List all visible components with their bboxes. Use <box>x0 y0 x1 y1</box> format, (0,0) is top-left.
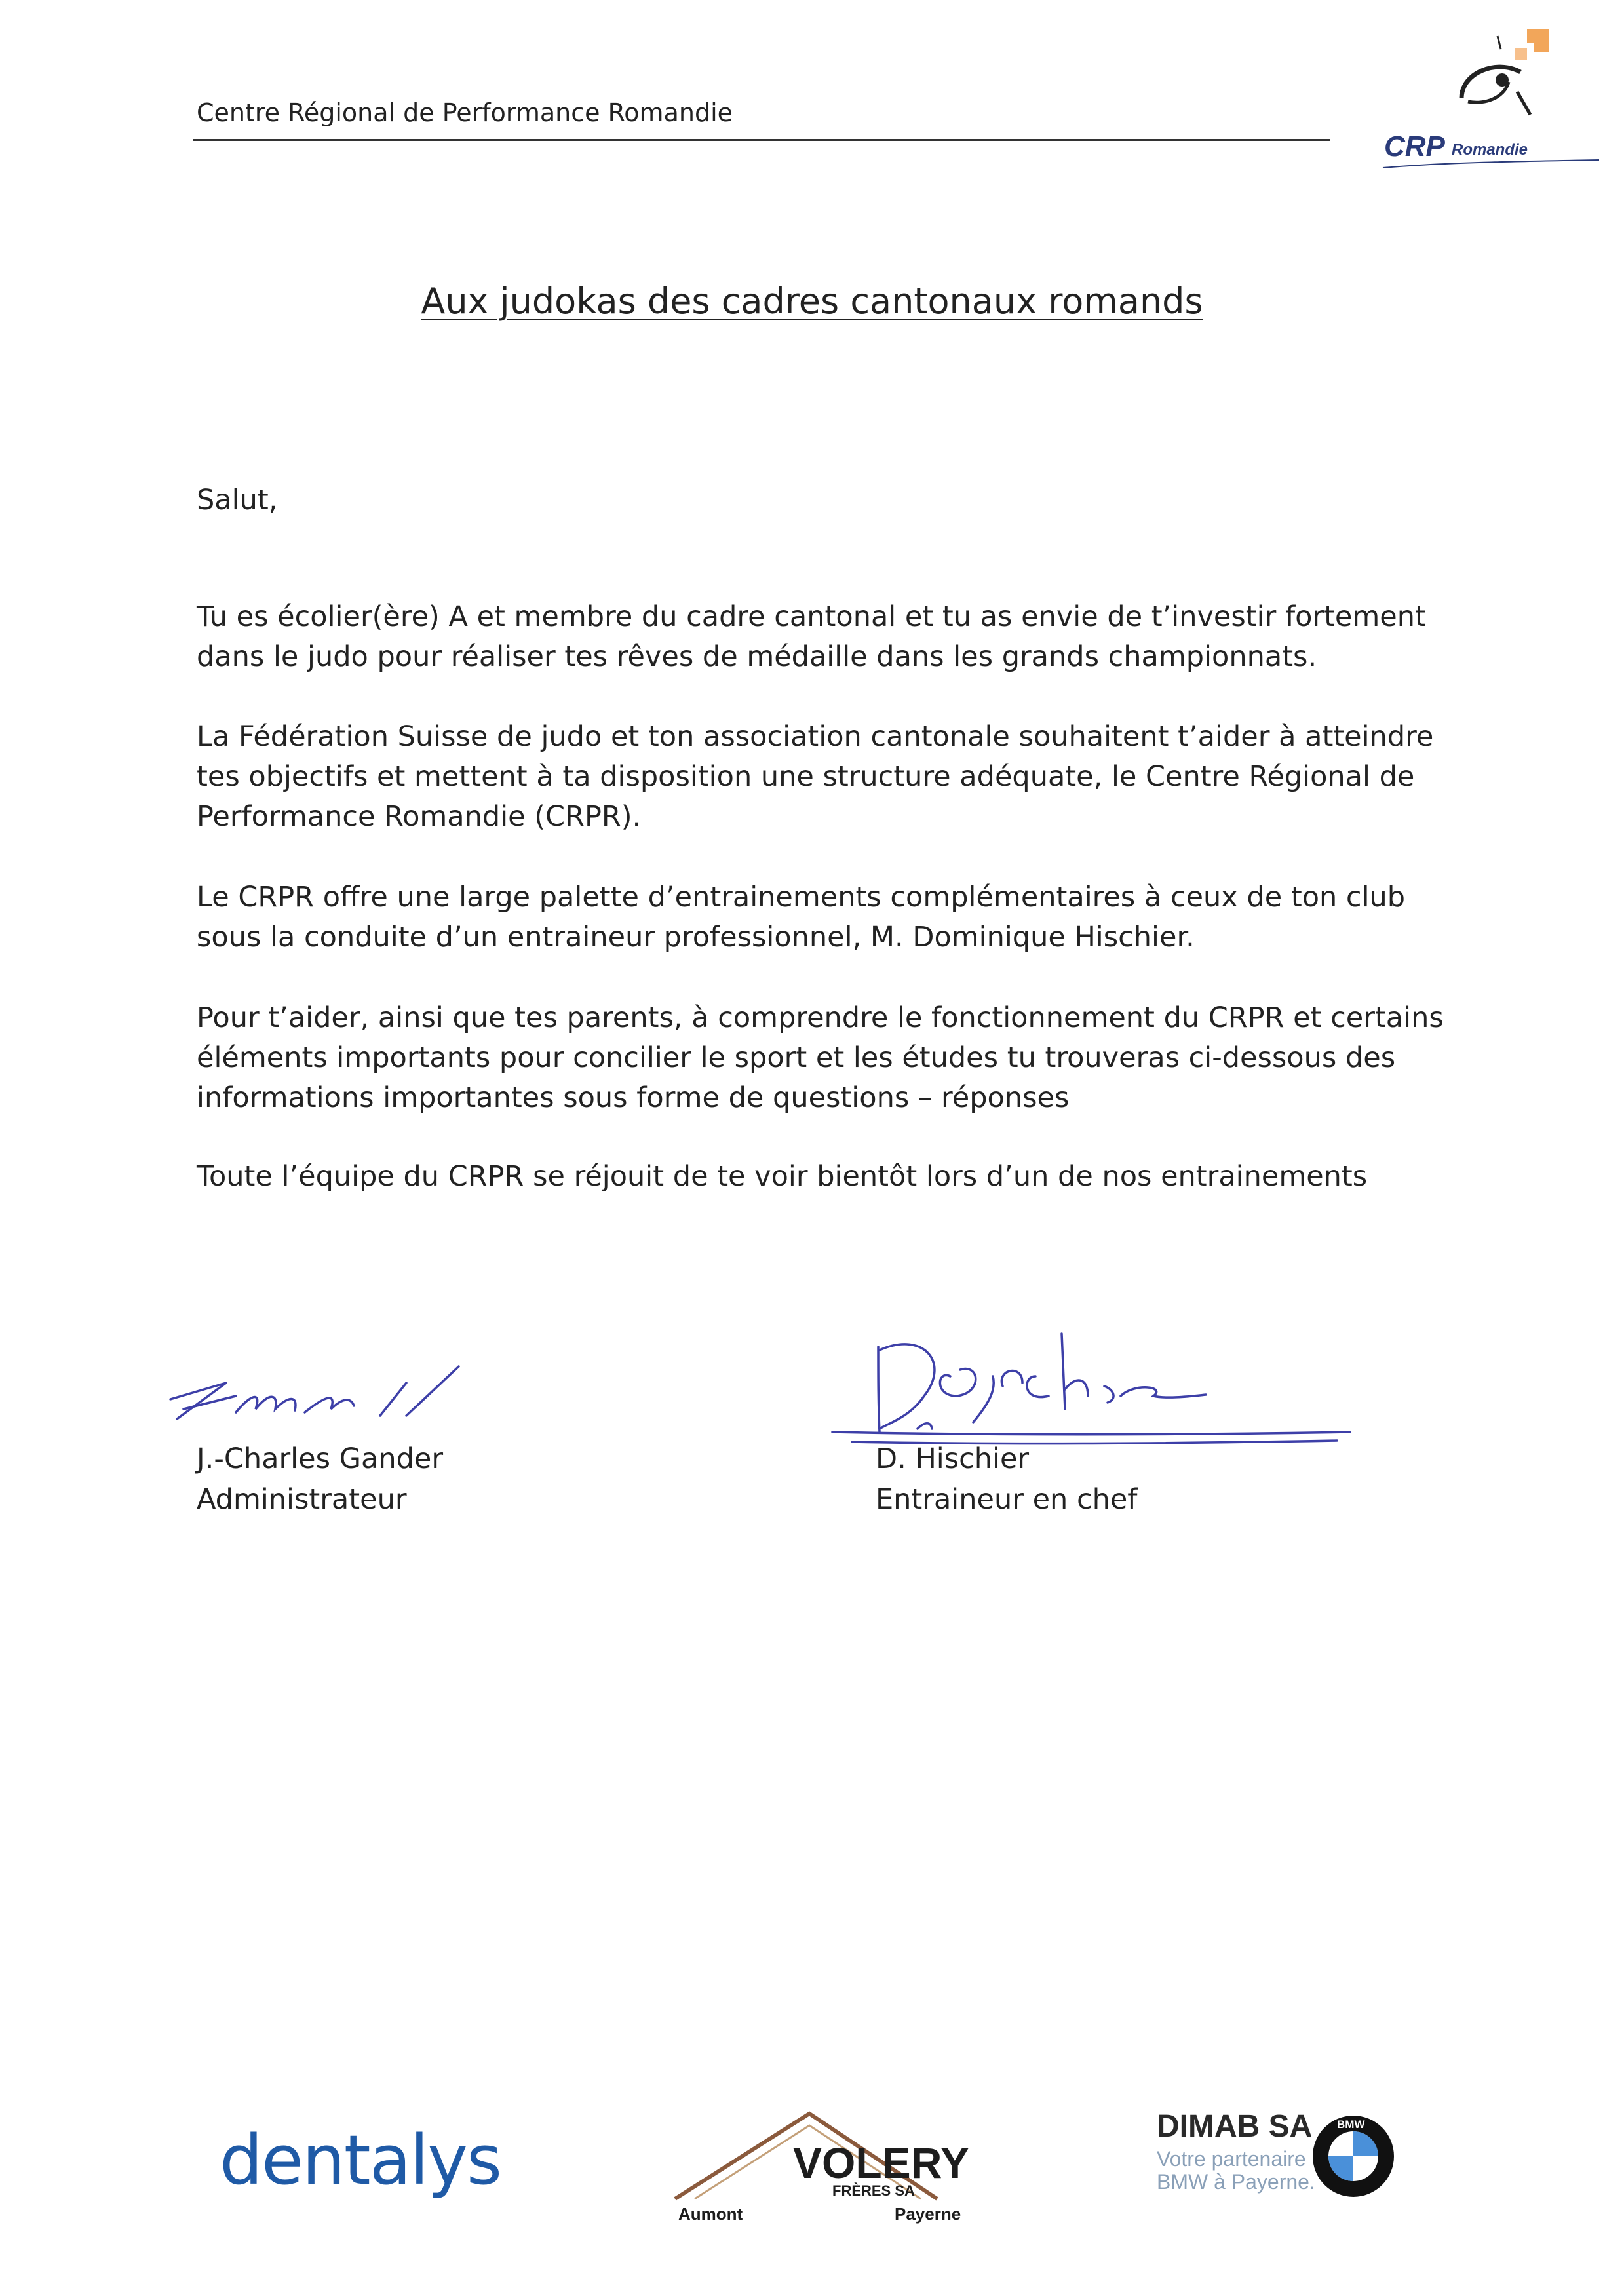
signatory-name: D. Hischier <box>876 1443 1030 1475</box>
header-divider <box>193 139 1330 141</box>
dimab-tagline-1: Votre partenaire <box>1157 2147 1306 2171</box>
signature-gander <box>164 1337 472 1435</box>
paragraph-information: Pour t’aider, ainsi que tes parents, à comprendre le fonctionnement du CRPR et certains éléments importants pour concilier le sport et les études tu trouveras ci-dessous des informations importantes sous forme de questions – réponses <box>197 1001 1444 1114</box>
crp-romandie-logo <box>1363 20 1599 184</box>
header-organization: Centre Régional de Performance Romandie <box>197 98 733 127</box>
greeting: Salut, <box>197 484 278 516</box>
paragraph-federation: La Fédération Suisse de judo et ton association cantonale souhaitent t’aider à atteindre tes objectifs et mettent à ta disposition une structure adéquate, le Centre Régional de Performance Romandie (CRPR). <box>197 720 1434 833</box>
signatory-role: Administrateur <box>197 1483 407 1516</box>
volery-logo <box>668 2101 970 2225</box>
volery-wordmark: VOLERY <box>793 2139 969 2187</box>
letter-title: Aux judokas des cadres cantonaux romands <box>421 281 1203 322</box>
paragraph-intro: Tu es écolier(ère) A et membre du cadre cantonal et tu as envie de t’investir fortement dans le judo pour réaliser tes rêves de médaille dans les grands championnats. <box>197 600 1426 673</box>
crp-logo-text: CRP <box>1384 130 1445 163</box>
volery-town-right: Payerne <box>895 2204 961 2224</box>
dentalys-logo <box>216 2123 557 2209</box>
signatory-name: J.-Charles Gander <box>197 1443 443 1475</box>
dentalys-wordmark: dentalys <box>220 2123 501 2200</box>
signatory-role: Entraineur en chef <box>876 1483 1138 1516</box>
bmw-lettering: BMW <box>1337 2118 1365 2131</box>
crp-logo-subtext: Romandie <box>1452 141 1528 159</box>
volery-subtitle: FRÈRES SA <box>832 2182 915 2199</box>
dimab-tagline-2: BMW à Payerne. <box>1157 2170 1315 2194</box>
signatory-right <box>876 1439 1137 1520</box>
dimab-wordmark: DIMAB SA <box>1157 2109 1313 2144</box>
signatory-left <box>197 1439 443 1520</box>
paragraph-training: Le CRPR offre une large palette d’entrainements complémentaires à ceux de ton club sous la conduite d’un entraineur professionnel, M. Dominique Hischier. <box>197 881 1406 954</box>
volery-town-left: Aumont <box>678 2204 743 2224</box>
paragraph-closing: Toute l’équipe du CRPR se réjouit de te voir bientôt lors d’un de nos entrainements <box>197 1160 1368 1193</box>
bmw-logo <box>1311 2114 1396 2199</box>
